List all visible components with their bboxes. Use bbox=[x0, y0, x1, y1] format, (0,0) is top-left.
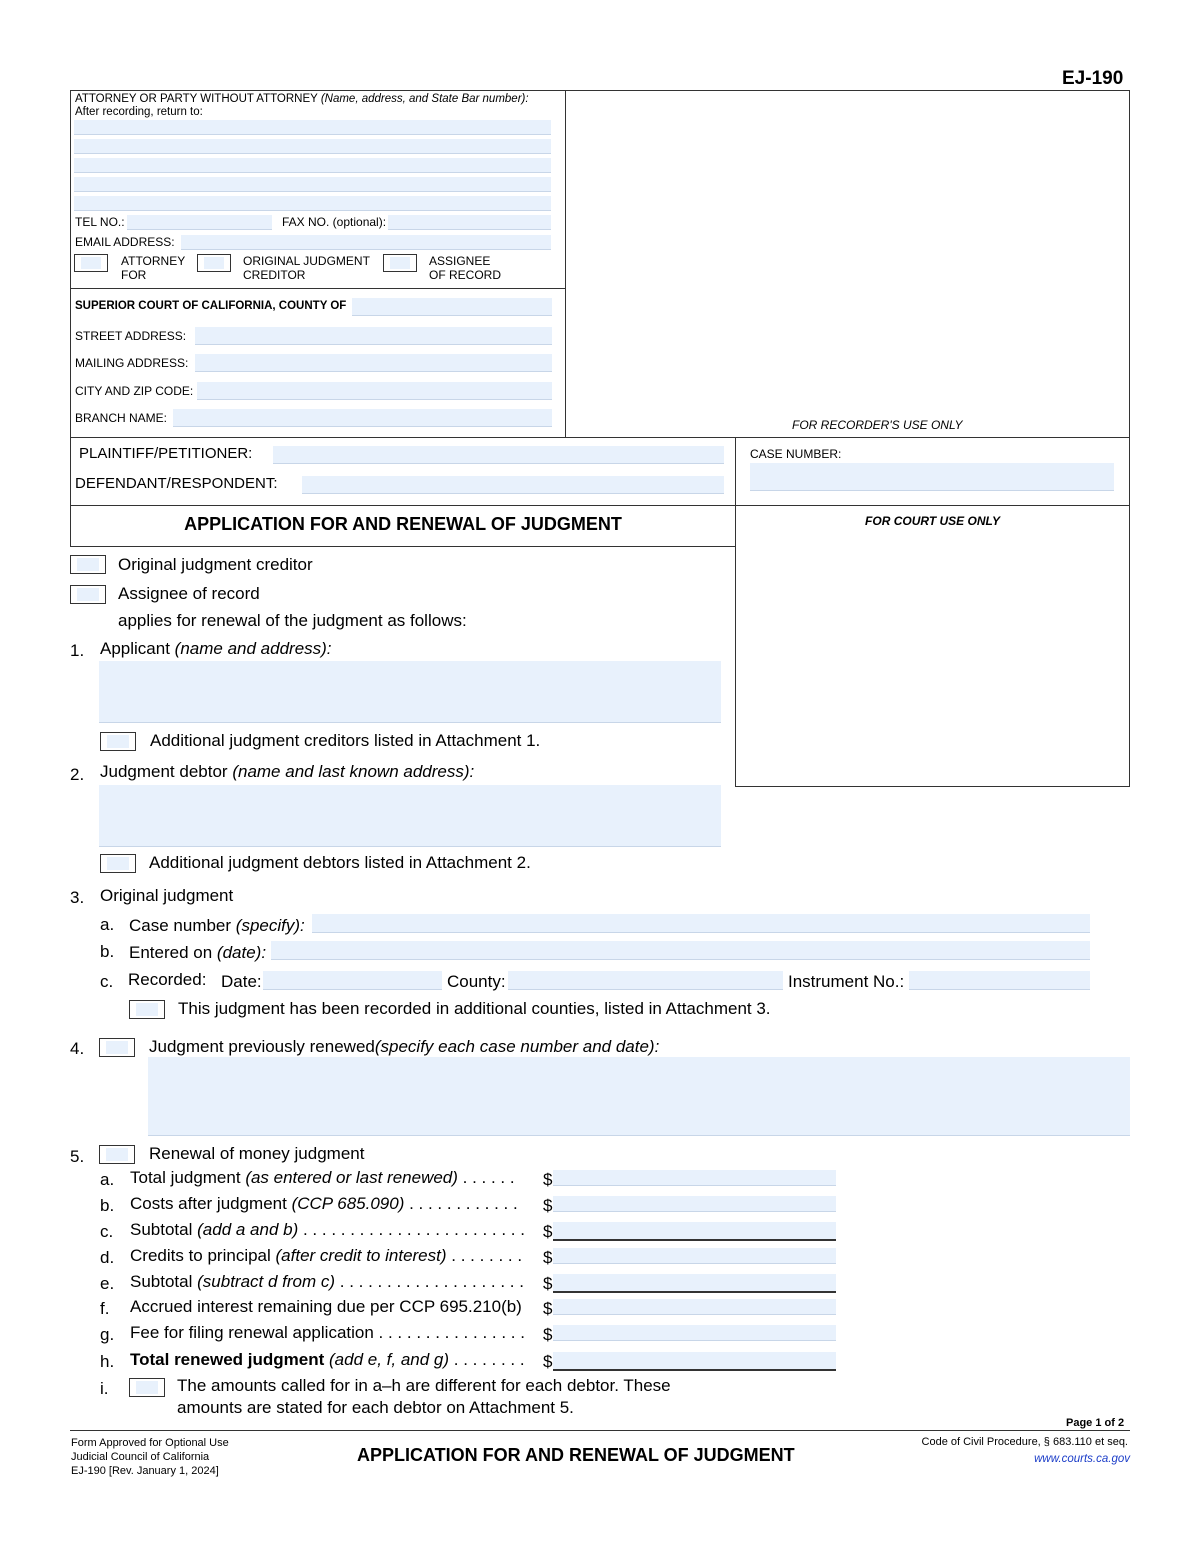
street-label: STREET ADDRESS: bbox=[75, 329, 187, 343]
courts-link[interactable]: www.courts.ca.gov bbox=[1034, 1453, 1130, 1465]
currency-symbol: $ bbox=[543, 1299, 553, 1318]
item5i-letter: i. bbox=[100, 1379, 109, 1398]
attorney-line-1[interactable] bbox=[74, 120, 551, 135]
applies-text: applies for renewal of the judgment as follows: bbox=[118, 611, 467, 630]
money-row-label: Costs after judgment (CCP 685.090) . . . . . . . . . . . . bbox=[130, 1194, 518, 1213]
additional-counties-label: This judgment has been recorded in additional counties, listed in Attachment 3. bbox=[178, 999, 771, 1018]
money-row-letter: b. bbox=[100, 1196, 115, 1215]
instrument-field[interactable] bbox=[909, 971, 1090, 990]
item3-number: 3. bbox=[70, 888, 85, 907]
money-judgment-checkbox[interactable] bbox=[99, 1145, 135, 1164]
assignee-label: ASSIGNEE OF RECORD bbox=[429, 254, 501, 282]
court-use-label: FOR COURT USE ONLY bbox=[865, 514, 1000, 528]
amount-field-e[interactable] bbox=[553, 1274, 836, 1293]
item2-number: 2. bbox=[70, 765, 85, 784]
additional-counties-checkbox[interactable] bbox=[129, 1000, 165, 1019]
additional-creditors-checkbox[interactable] bbox=[100, 732, 136, 751]
attorney-line-4[interactable] bbox=[74, 177, 551, 192]
attorney-line-5[interactable] bbox=[74, 196, 551, 211]
case-number-field[interactable] bbox=[750, 463, 1114, 491]
original-creditor-option-label: Original judgment creditor bbox=[118, 555, 313, 574]
currency-symbol: $ bbox=[543, 1170, 553, 1189]
item1-label: Applicant (name and address): bbox=[100, 639, 332, 658]
item5-label: Renewal of money judgment bbox=[149, 1144, 365, 1163]
item3b-label: Entered on (date): bbox=[129, 943, 267, 962]
item3a-letter: a. bbox=[100, 915, 115, 934]
city-label: CITY AND ZIP CODE: bbox=[75, 384, 194, 398]
item4-number: 4. bbox=[70, 1039, 85, 1058]
money-row-letter: f. bbox=[100, 1299, 110, 1318]
item3c-letter: c. bbox=[100, 972, 114, 991]
street-field[interactable] bbox=[195, 327, 552, 345]
item1-number: 1. bbox=[70, 641, 85, 660]
item3a-label: Case number (specify): bbox=[129, 916, 305, 935]
instrument-label: Instrument No.: bbox=[788, 972, 905, 991]
recorder-use-label: FOR RECORDER'S USE ONLY bbox=[792, 418, 963, 432]
email-label: EMAIL ADDRESS: bbox=[75, 235, 175, 249]
form-id: EJ-190 bbox=[1062, 68, 1124, 89]
plaintiff-field[interactable] bbox=[273, 446, 724, 464]
item2-label: Judgment debtor (name and last known address): bbox=[100, 762, 475, 781]
currency-symbol: $ bbox=[543, 1274, 553, 1293]
city-field[interactable] bbox=[197, 382, 552, 400]
different-amounts-checkbox[interactable] bbox=[129, 1378, 165, 1397]
court-heading: SUPERIOR COURT OF CALIFORNIA, COUNTY OF bbox=[75, 300, 347, 312]
mailing-label: MAILING ADDRESS: bbox=[75, 356, 189, 370]
original-creditor-option-checkbox[interactable] bbox=[70, 555, 106, 574]
money-row-letter: h. bbox=[100, 1352, 115, 1371]
additional-creditors-label: Additional judgment creditors listed in Attachment 1. bbox=[150, 731, 541, 750]
original-creditor-label: ORIGINAL JUDGMENT CREDITOR bbox=[243, 254, 370, 282]
attorney-for-checkbox[interactable] bbox=[74, 254, 108, 272]
email-field[interactable] bbox=[181, 235, 551, 250]
money-row-label: Fee for filing renewal application . . . . . . . . . . . . . . . . bbox=[130, 1323, 525, 1342]
footer-title: APPLICATION FOR AND RENEWAL OF JUDGMENT bbox=[357, 1445, 795, 1465]
money-row-letter: c. bbox=[100, 1222, 114, 1241]
recorded-date-label: Date: bbox=[221, 972, 262, 991]
currency-symbol: $ bbox=[543, 1248, 553, 1267]
form-title: APPLICATION FOR AND RENEWAL OF JUDGMENT bbox=[184, 514, 622, 534]
debtor-field[interactable] bbox=[99, 785, 721, 847]
county-field[interactable] bbox=[352, 298, 552, 316]
currency-symbol: $ bbox=[543, 1222, 553, 1241]
branch-label: BRANCH NAME: bbox=[75, 411, 168, 425]
additional-debtors-label: Additional judgment debtors listed in Attachment 2. bbox=[149, 853, 531, 872]
defendant-label: DEFENDANT/RESPONDENT: bbox=[75, 475, 278, 492]
money-row-label: Accrued interest remaining due per CCP 695.210(b) bbox=[130, 1297, 522, 1316]
item3c-label: Recorded: bbox=[128, 970, 207, 989]
entered-date-field[interactable] bbox=[271, 941, 1090, 960]
money-row-letter: a. bbox=[100, 1170, 115, 1189]
branch-field[interactable] bbox=[173, 409, 552, 427]
amount-field-h[interactable] bbox=[553, 1352, 836, 1371]
footer-left: Form Approved for Optional Use Judicial Council of California EJ-190 [Rev. January 1, 2024] bbox=[71, 1437, 229, 1477]
applicant-field[interactable] bbox=[99, 661, 721, 723]
attorney-for-label: ATTORNEY FOR bbox=[121, 254, 186, 282]
page-number: Page 1 of 2 bbox=[1066, 1417, 1125, 1429]
item3-label: Original judgment bbox=[100, 886, 234, 905]
currency-symbol: $ bbox=[543, 1352, 553, 1371]
amount-field-b[interactable] bbox=[553, 1196, 836, 1212]
mailing-field[interactable] bbox=[195, 354, 552, 372]
attorney-line-3[interactable] bbox=[74, 158, 551, 173]
currency-symbol: $ bbox=[543, 1325, 553, 1344]
amount-field-a[interactable] bbox=[553, 1170, 836, 1186]
recorded-date-field[interactable] bbox=[263, 971, 442, 990]
previously-renewed-checkbox[interactable] bbox=[99, 1038, 135, 1057]
attorney-heading: ATTORNEY OR PARTY WITHOUT ATTORNEY (Name, address, and State Bar number): bbox=[75, 93, 529, 105]
previously-renewed-field[interactable] bbox=[148, 1057, 1130, 1136]
money-row-letter: g. bbox=[100, 1325, 115, 1344]
plaintiff-label: PLAINTIFF/PETITIONER: bbox=[79, 445, 253, 462]
amount-field-g[interactable] bbox=[553, 1325, 836, 1341]
case-number-specify-field[interactable] bbox=[312, 914, 1090, 933]
defendant-field[interactable] bbox=[302, 476, 724, 494]
currency-symbol: $ bbox=[543, 1196, 553, 1215]
tel-field[interactable] bbox=[127, 215, 272, 230]
tel-label: TEL NO.: bbox=[75, 215, 125, 229]
item3b-letter: b. bbox=[100, 942, 115, 961]
money-row-label: Subtotal (subtract d from c) . . . . . . . . . . . . . . . . . . . . bbox=[130, 1272, 524, 1291]
amount-field-d[interactable] bbox=[553, 1248, 836, 1264]
money-row-label: Subtotal (add a and b) . . . . . . . . . . . . . . . . . . . . . . . . bbox=[130, 1220, 525, 1239]
return-to-label: After recording, return to: bbox=[75, 106, 203, 118]
case-number-label: CASE NUMBER: bbox=[750, 447, 842, 461]
assignee-checkbox[interactable] bbox=[383, 254, 417, 272]
money-row-letter: e. bbox=[100, 1274, 115, 1293]
fax-field[interactable] bbox=[388, 215, 551, 230]
additional-debtors-checkbox[interactable] bbox=[100, 854, 136, 873]
county-label: County: bbox=[447, 972, 506, 991]
money-row-label: Total renewed judgment (add e, f, and g) . . . . . . . . bbox=[130, 1350, 525, 1369]
assignee-option-label: Assignee of record bbox=[118, 584, 260, 603]
item4-label: Judgment previously renewed(specify each case number and date): bbox=[149, 1037, 660, 1056]
money-row-label: Credits to principal (after credit to interest) . . . . . . . . bbox=[130, 1246, 523, 1265]
money-row-label: Total judgment (as entered or last renewed) . . . . . . bbox=[130, 1168, 515, 1187]
money-row-letter: d. bbox=[100, 1248, 115, 1267]
item5-number: 5. bbox=[70, 1147, 85, 1166]
assignee-option-checkbox[interactable] bbox=[70, 585, 106, 604]
amount-field-f[interactable] bbox=[553, 1299, 836, 1315]
attorney-line-2[interactable] bbox=[74, 139, 551, 154]
original-creditor-checkbox[interactable] bbox=[197, 254, 231, 272]
item5i-text-2: amounts are stated for each debtor on Attachment 5. bbox=[177, 1398, 574, 1417]
footer-code: Code of Civil Procedure, § 683.110 et seq. bbox=[921, 1436, 1128, 1448]
item5i-text-1: The amounts called for in a–h are different for each debtor. These bbox=[177, 1376, 671, 1395]
fax-label: FAX NO. (optional): bbox=[282, 215, 387, 229]
recorded-county-field[interactable] bbox=[508, 971, 783, 990]
amount-field-c[interactable] bbox=[553, 1222, 836, 1241]
